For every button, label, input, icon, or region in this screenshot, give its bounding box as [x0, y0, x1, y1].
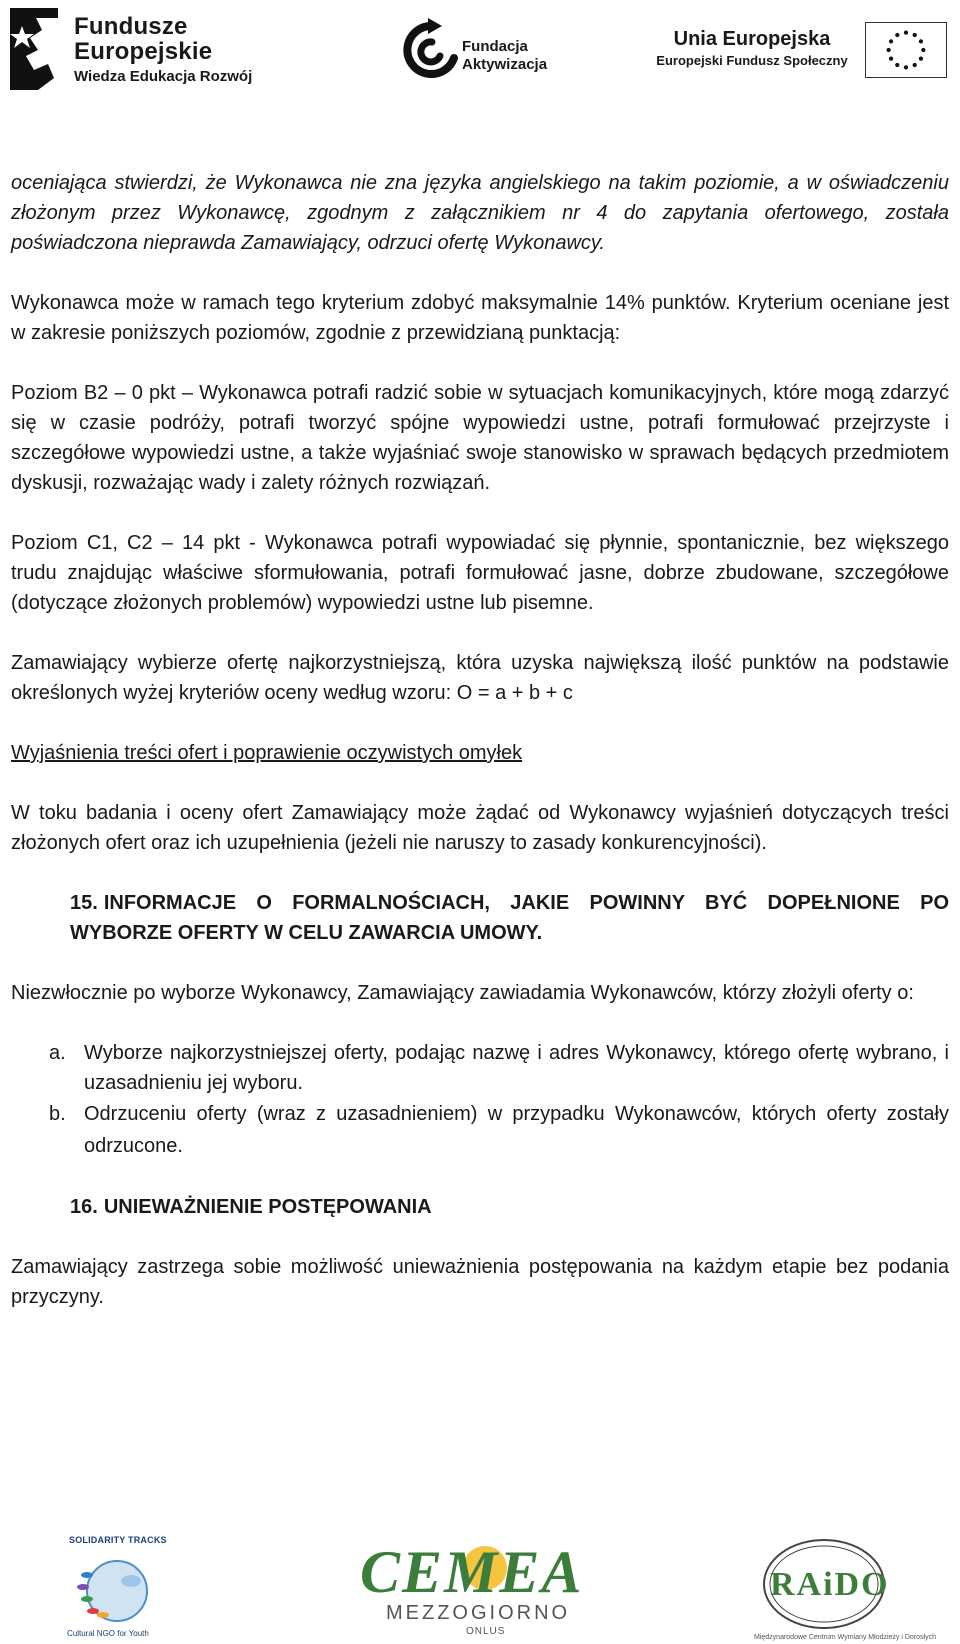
section-title-16: UNIEWAŻNIENIE POSTĘPOWANIA — [103, 1196, 432, 1218]
ue-line-2: Europejski Fundusz Społeczny — [656, 53, 848, 68]
list-item-text: Wyborze najkorzystniejszej oferty, podając nazwę i adres Wykonawcy, którego ofertę wybrano, i uzasadnieniu jej wyboru. — [84, 1042, 949, 1094]
solidarity-tracks-logo — [55, 1535, 175, 1641]
fe-line-3: Wiedza Edukacja Rozwój — [74, 68, 253, 85]
section-heading-16 — [11, 1192, 949, 1222]
paragraph-oceniajaca: oceniająca stwierdzi, że Wykonawca nie zna języka angielskiego na takim poziomie, a w oświadczeniu złożonym przez Wykonawcę, zgodnym z załącznikiem nr 4 do zapytania ofertowego, została poświadczona nieprawda Zamawiający, odrzuci ofertę Wykonawcy. — [11, 172, 949, 254]
raido-caption: Międzynarodowe Centrum Wymiany Młodzieży i Dorosłych — [754, 1634, 936, 1641]
ue-line-1: Unia Europejska — [673, 28, 831, 50]
cemea-subtitle: MEZZOGIORNO — [386, 1602, 571, 1624]
header-logos — [0, 0, 960, 100]
list-item — [11, 1038, 949, 1098]
cemea-mezzogiorno-logo — [360, 1538, 610, 1638]
section-title-15: INFORMACJE O FORMALNOŚCIACH, JAKIE POWINNY BYĆ DOPEŁNIONE PO WYBORZE OFERTY W CELU ZAWARCIA UMOWY. — [70, 892, 949, 944]
section-number-16: 16. — [70, 1196, 98, 1218]
list-item-text: Odrzuceniu oferty (wraz z uzasadnieniem) w przypadku Wykonawców, których oferty zostały odrzucone. — [84, 1103, 949, 1157]
document-body — [11, 168, 949, 1312]
paragraph-kryterium: Wykonawca może w ramach tego kryterium zdobyć maksymalnie 14% punktów. Kryterium oceniane jest w zakresie poniższych poziomów, zgodnie z przewidzianą punktacją: — [11, 292, 949, 344]
list-marker: a. — [49, 1042, 66, 1064]
fe-logo-text — [74, 14, 252, 88]
fe-star-map-icon — [8, 4, 66, 94]
section-heading-15 — [11, 888, 949, 948]
footer-logos — [0, 1530, 960, 1644]
eu-flag-icon — [865, 22, 947, 78]
notification-list — [11, 1038, 949, 1162]
subheading-wyjasnienia: Wyjaśnienia treści ofert i poprawienie oczywistych omyłek — [11, 742, 523, 764]
paragraph-poziom-c1-c2: Poziom C1, C2 – 14 pkt - Wykonawca potrafi wypowiadać się płynnie, spontanicznie, bez większego trudu znajdując właściwe sformułowania, potrafi formułować jasne, dobrze zbudowane, szczegółowe (dotyczące złożonych problemów) wypowiedzi ustne lub pisemne. — [11, 532, 949, 614]
raido-logo — [752, 1536, 936, 1641]
fe-line-1: Fundusze — [74, 13, 188, 40]
fa-logo-text — [462, 38, 547, 74]
fa-line-2: Aktywizacja — [462, 56, 548, 73]
fundacja-aktywizacja-logo — [402, 18, 572, 88]
cemea-onlus: ONLUS — [466, 1626, 506, 1637]
list-item — [11, 1098, 949, 1162]
cemea-word: CEMEA — [360, 1539, 584, 1605]
st-title: SOLIDARITY TRACKS — [69, 1535, 167, 1545]
paragraph-zastrzega: Zamawiający zastrzega sobie możliwość unieważnienia postępowania na każdym etapie bez podania przyczyny. — [11, 1256, 949, 1308]
paragraph-niezwlocznie: Niezwłocznie po wyborze Wykonawcy, Zamawiający zawiadamia Wykonawców, którzy złożyli oferty o: — [11, 982, 914, 1004]
raido-word: RAiDO — [770, 1566, 890, 1603]
fa-swirl-icon — [402, 18, 460, 82]
st-subtitle: Cultural NGO for Youth — [67, 1629, 149, 1638]
ue-logo-text — [652, 26, 852, 70]
unia-europejska-logo — [652, 22, 952, 86]
fa-line-1: Fundacja — [462, 38, 528, 55]
globe-footprints-icon — [73, 1551, 155, 1627]
paragraph-wybor-oferty: Zamawiający wybierze ofertę najkorzystniejszą, która uzyska największą ilość punktów na podstawie określonych wyżej kryteriów oceny według wzoru: O = a + b + c — [11, 652, 949, 704]
section-number-15: 15. — [70, 892, 98, 914]
paragraph-poziom-b2: Poziom B2 – 0 pkt – Wykonawca potrafi radzić sobie w sytuacjach komunikacyjnych, które mogą zdarzyć się w czasie podróży, potrafi tworzyć spójne wypowiedzi ustne, potrafi formułować przejrzyste i szczegółowe wypowiedzi ustne, a także wyjaśniać swoje stanowisko w sprawach będących przedmiotem dyskusji, rozważając wady i zalety różnych rozwiązań. — [11, 382, 949, 494]
fundusze-europejskie-logo — [8, 4, 278, 94]
fe-line-2: Europejskie — [74, 38, 213, 65]
paragraph-w-toku-badania: W toku badania i oceny ofert Zamawiający może żądać od Wykonawcy wyjaśnień dotyczących treści złożonych ofert oraz ich uzupełnienia (jeżeli nie naruszy to zasady konkurencyjności). — [11, 802, 949, 854]
list-marker: b. — [49, 1103, 66, 1125]
